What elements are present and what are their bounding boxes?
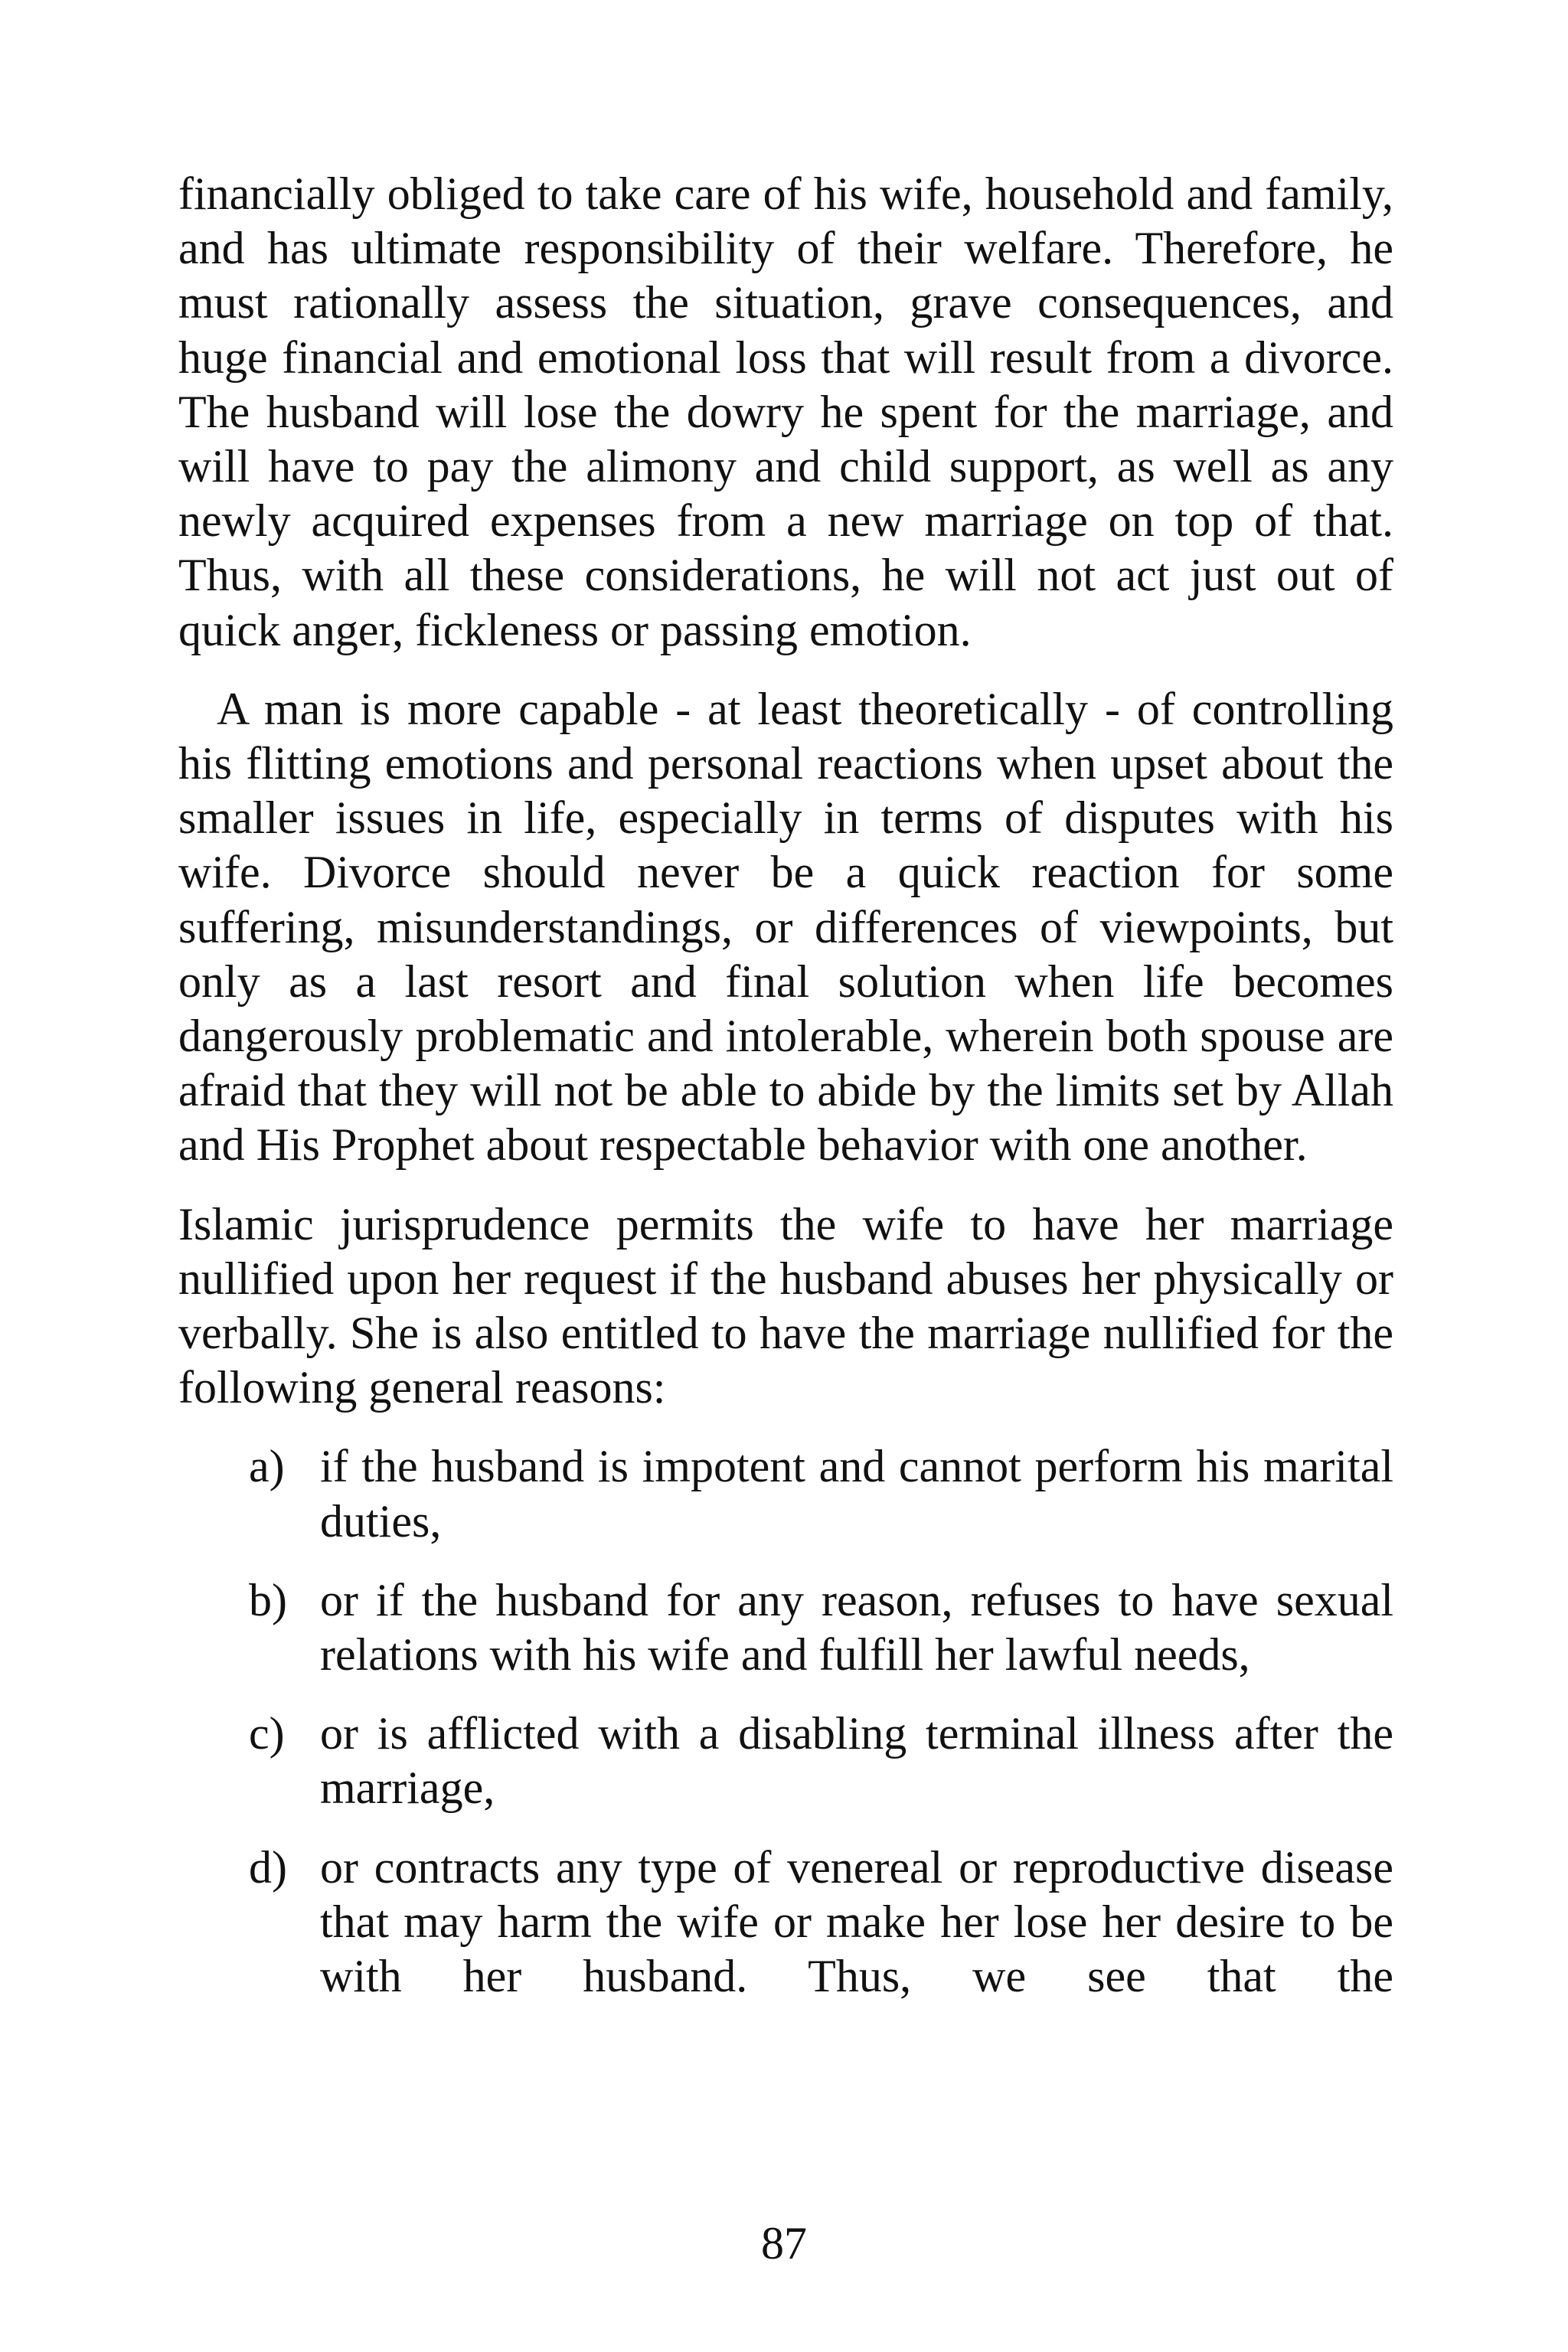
body-text bbox=[178, 167, 1393, 2004]
list-marker: a) bbox=[249, 1441, 285, 1492]
list-item-text: if the husband is impotent and cannot perform his marital duties, bbox=[320, 1441, 1393, 1547]
list-item bbox=[178, 1439, 1393, 1548]
list-item-text: or is afflicted with a disabling terminal illness after the marriage, bbox=[320, 1708, 1393, 1814]
list-marker: c) bbox=[249, 1708, 285, 1759]
nullification-reasons-list bbox=[178, 1439, 1393, 2004]
list-marker: b) bbox=[249, 1574, 287, 1625]
paragraph-man-capable: A man is more capable - at least theoretically - of controlling his flitting emotions and personal reactions when upset about the smaller issues in life, especially in terms of disputes with his wife. Divorce should never be a quick reaction for some suffering, misunderstandings, or differences of viewpoints, but only as a last resort and final solution when life becomes dangerously problematic and intolerable, wherein both spouse are afraid that they will not be able to abide by the limits set by Allah and His Prophet about respectable behavior with one another. bbox=[178, 683, 1393, 1171]
list-marker: d) bbox=[249, 1841, 287, 1893]
list-item bbox=[178, 1841, 1393, 2004]
paragraph-islamic-jurisprudence: Islamic jurisprudence permits the wife to have her marriage nullified upon her request if the husband abuses her physically or verbally. She is also entitled to have the marriage nullified for the following general reasons: bbox=[178, 1198, 1393, 1413]
list-item-text: or contracts any type of venereal or reproductive disease that may harm the wife or make her lose her desire to be with her husband. Thus, we see that the bbox=[320, 1841, 1393, 2002]
list-item bbox=[178, 1573, 1393, 1682]
list-item bbox=[178, 1707, 1393, 1815]
list-item-text: or if the husband for any reason, refuses to have sexual relations with his wife and fulfill her lawful needs, bbox=[320, 1574, 1393, 1681]
paragraph-continuation: financially obliged to take care of his wife, household and family, and has ultimate responsibility of their welfare. Therefore, he must rationally assess the situation, grave consequences, and huge financial and emotional loss that will result from a divorce. The husband will lose the dowry he spent for the marriage, and will have to pay the alimony and child support, as well as any newly acquired expenses from a new marriage on top of that. Thus, with all these considerations, he will not act just out of quick anger, fickleness or passing emotion. bbox=[178, 168, 1393, 655]
page-number: 87 bbox=[761, 2218, 807, 2269]
